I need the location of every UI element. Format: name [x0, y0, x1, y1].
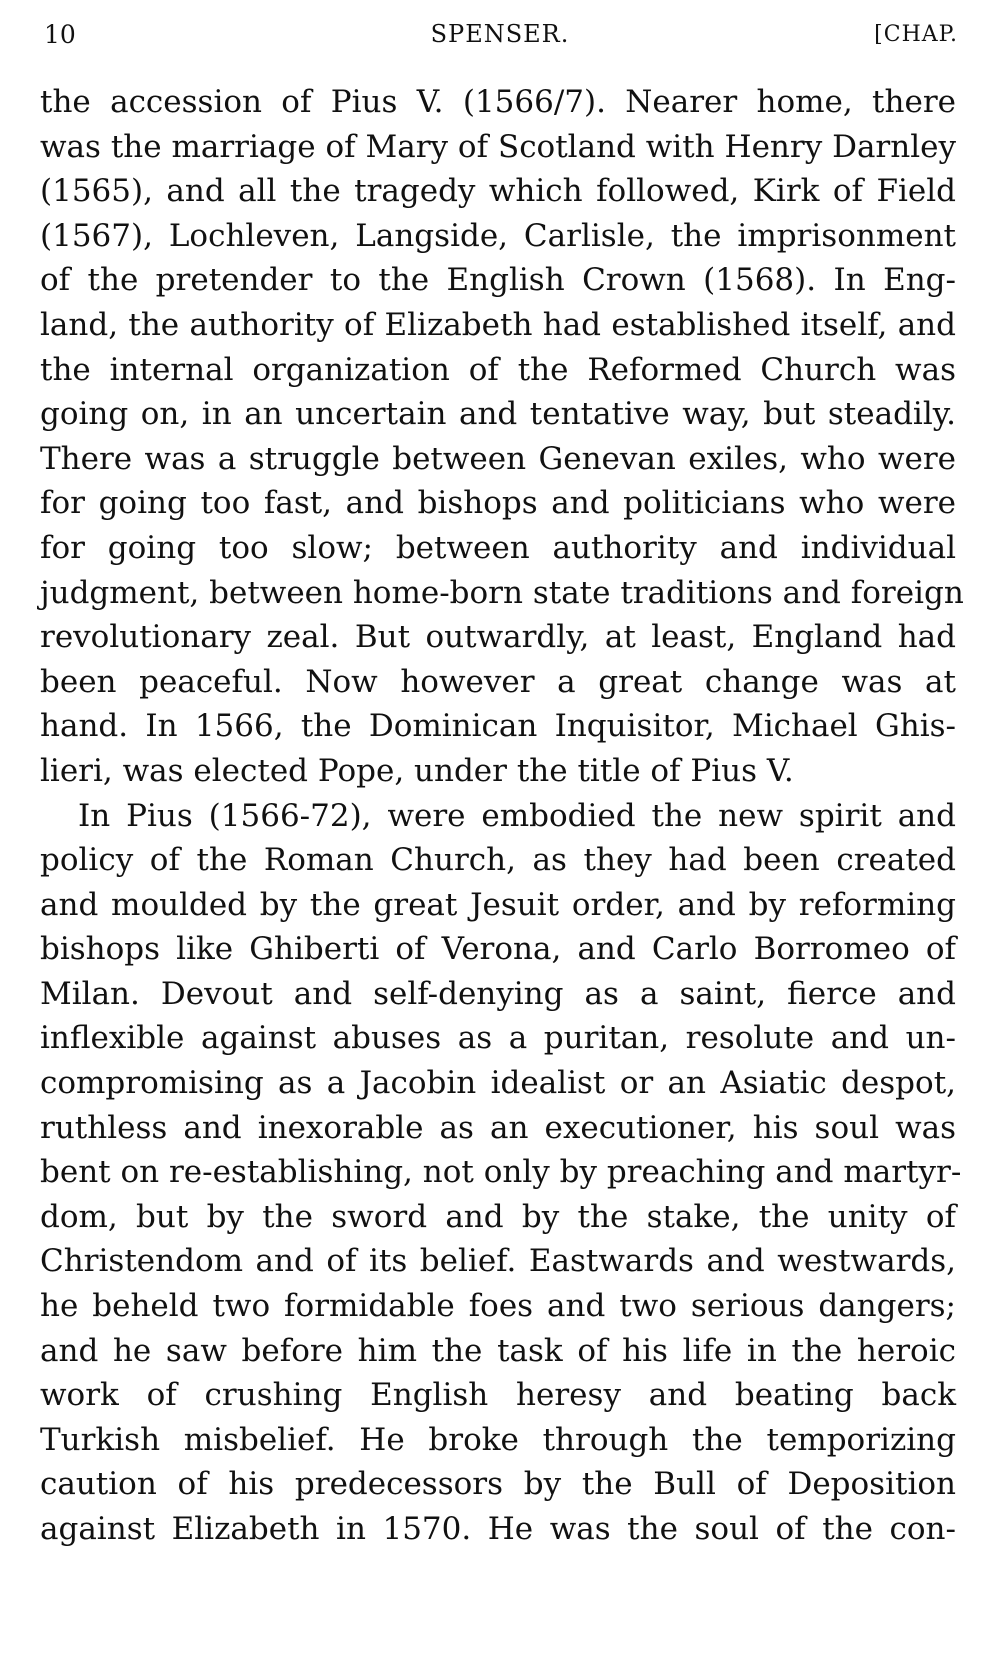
text-line: of the pretender to the English Crown (1568). In Eng- — [40, 262, 956, 299]
text-line: There was a struggle between Genevan exiles, who were — [40, 440, 956, 477]
text-line: inflexible against abuses as a puritan, resolute and un- — [40, 1020, 956, 1057]
paragraph-1 — [40, 80, 964, 794]
text-line: been peaceful. Now however a great change was at — [40, 663, 956, 700]
text-line: bent on re-establishing, not only by preaching and martyr- — [40, 1154, 962, 1191]
page-header — [0, 14, 1000, 54]
text-line: caution of his predecessors by the Bull of Deposition — [40, 1466, 956, 1503]
text-line: In Pius (1566-72), were embodied the new spirit and — [78, 797, 956, 834]
text-line: lieri, was elected Pope, under the title of Pius V. — [40, 752, 794, 789]
page-number: 10 — [44, 20, 76, 49]
text-line: going on, in an uncertain and tentative way, but steadily. — [40, 396, 956, 433]
text-line: policy of the Roman Church, as they had been created — [40, 842, 956, 879]
text-line: bishops like Ghiberti of Verona, and Carlo Borromeo of — [40, 931, 956, 968]
chapter-marker: [CHAP. — [874, 22, 958, 47]
text-line: Turkish misbelief. He broke through the temporizing — [40, 1421, 956, 1458]
running-title: SPENSER. — [430, 20, 570, 48]
body-text — [40, 80, 964, 1552]
text-line: and he saw before him the task of his life in the heroic — [40, 1332, 956, 1369]
text-line: work of crushing English heresy and beating back — [40, 1377, 956, 1414]
text-line: (1565), and all the tragedy which followed, Kirk of Field — [40, 173, 956, 210]
text-line: was the marriage of Mary of Scotland with Henry Darnley — [40, 128, 956, 165]
text-line: Christendom and of its belief. Eastwards and westwards, — [40, 1243, 956, 1280]
text-line: the accession of Pius V. (1566/7). Nearer home, there — [40, 84, 956, 120]
text-line: judgment, between home-born state traditions and foreign — [40, 574, 964, 611]
text-line: dom, but by the sword and by the stake, the unity of — [40, 1198, 956, 1235]
text-line: hand. In 1566, the Dominican Inquisitor, Michael Ghis- — [40, 708, 956, 745]
text-line: for going too fast, and bishops and politicians who were — [40, 485, 956, 522]
text-line: for going too slow; between authority and individual — [40, 529, 956, 566]
text-line: and moulded by the great Jesuit order, and by reforming — [40, 886, 956, 923]
text-line: compromising as a Jacobin idealist or an Asiatic despot, — [40, 1065, 956, 1102]
text-line: he beheld two formidable foes and two serious dangers; — [40, 1288, 956, 1325]
text-line: ruthless and inexorable as an executioner, his soul was — [40, 1109, 956, 1146]
text-line: Milan. Devout and self-denying as a saint, fierce and — [40, 975, 956, 1012]
text-line: against Elizabeth in 1570. He was the soul of the con- — [40, 1511, 956, 1547]
paragraph-2 — [40, 794, 962, 1552]
text-line: the internal organization of the Reformed Church was — [40, 351, 956, 388]
text-line: revolutionary zeal. But outwardly, at least, England had — [40, 619, 956, 656]
text-line: (1567), Lochleven, Langside, Carlisle, the imprisonment — [40, 217, 956, 254]
text-line: land, the authority of Elizabeth had established itself, and — [40, 306, 956, 343]
